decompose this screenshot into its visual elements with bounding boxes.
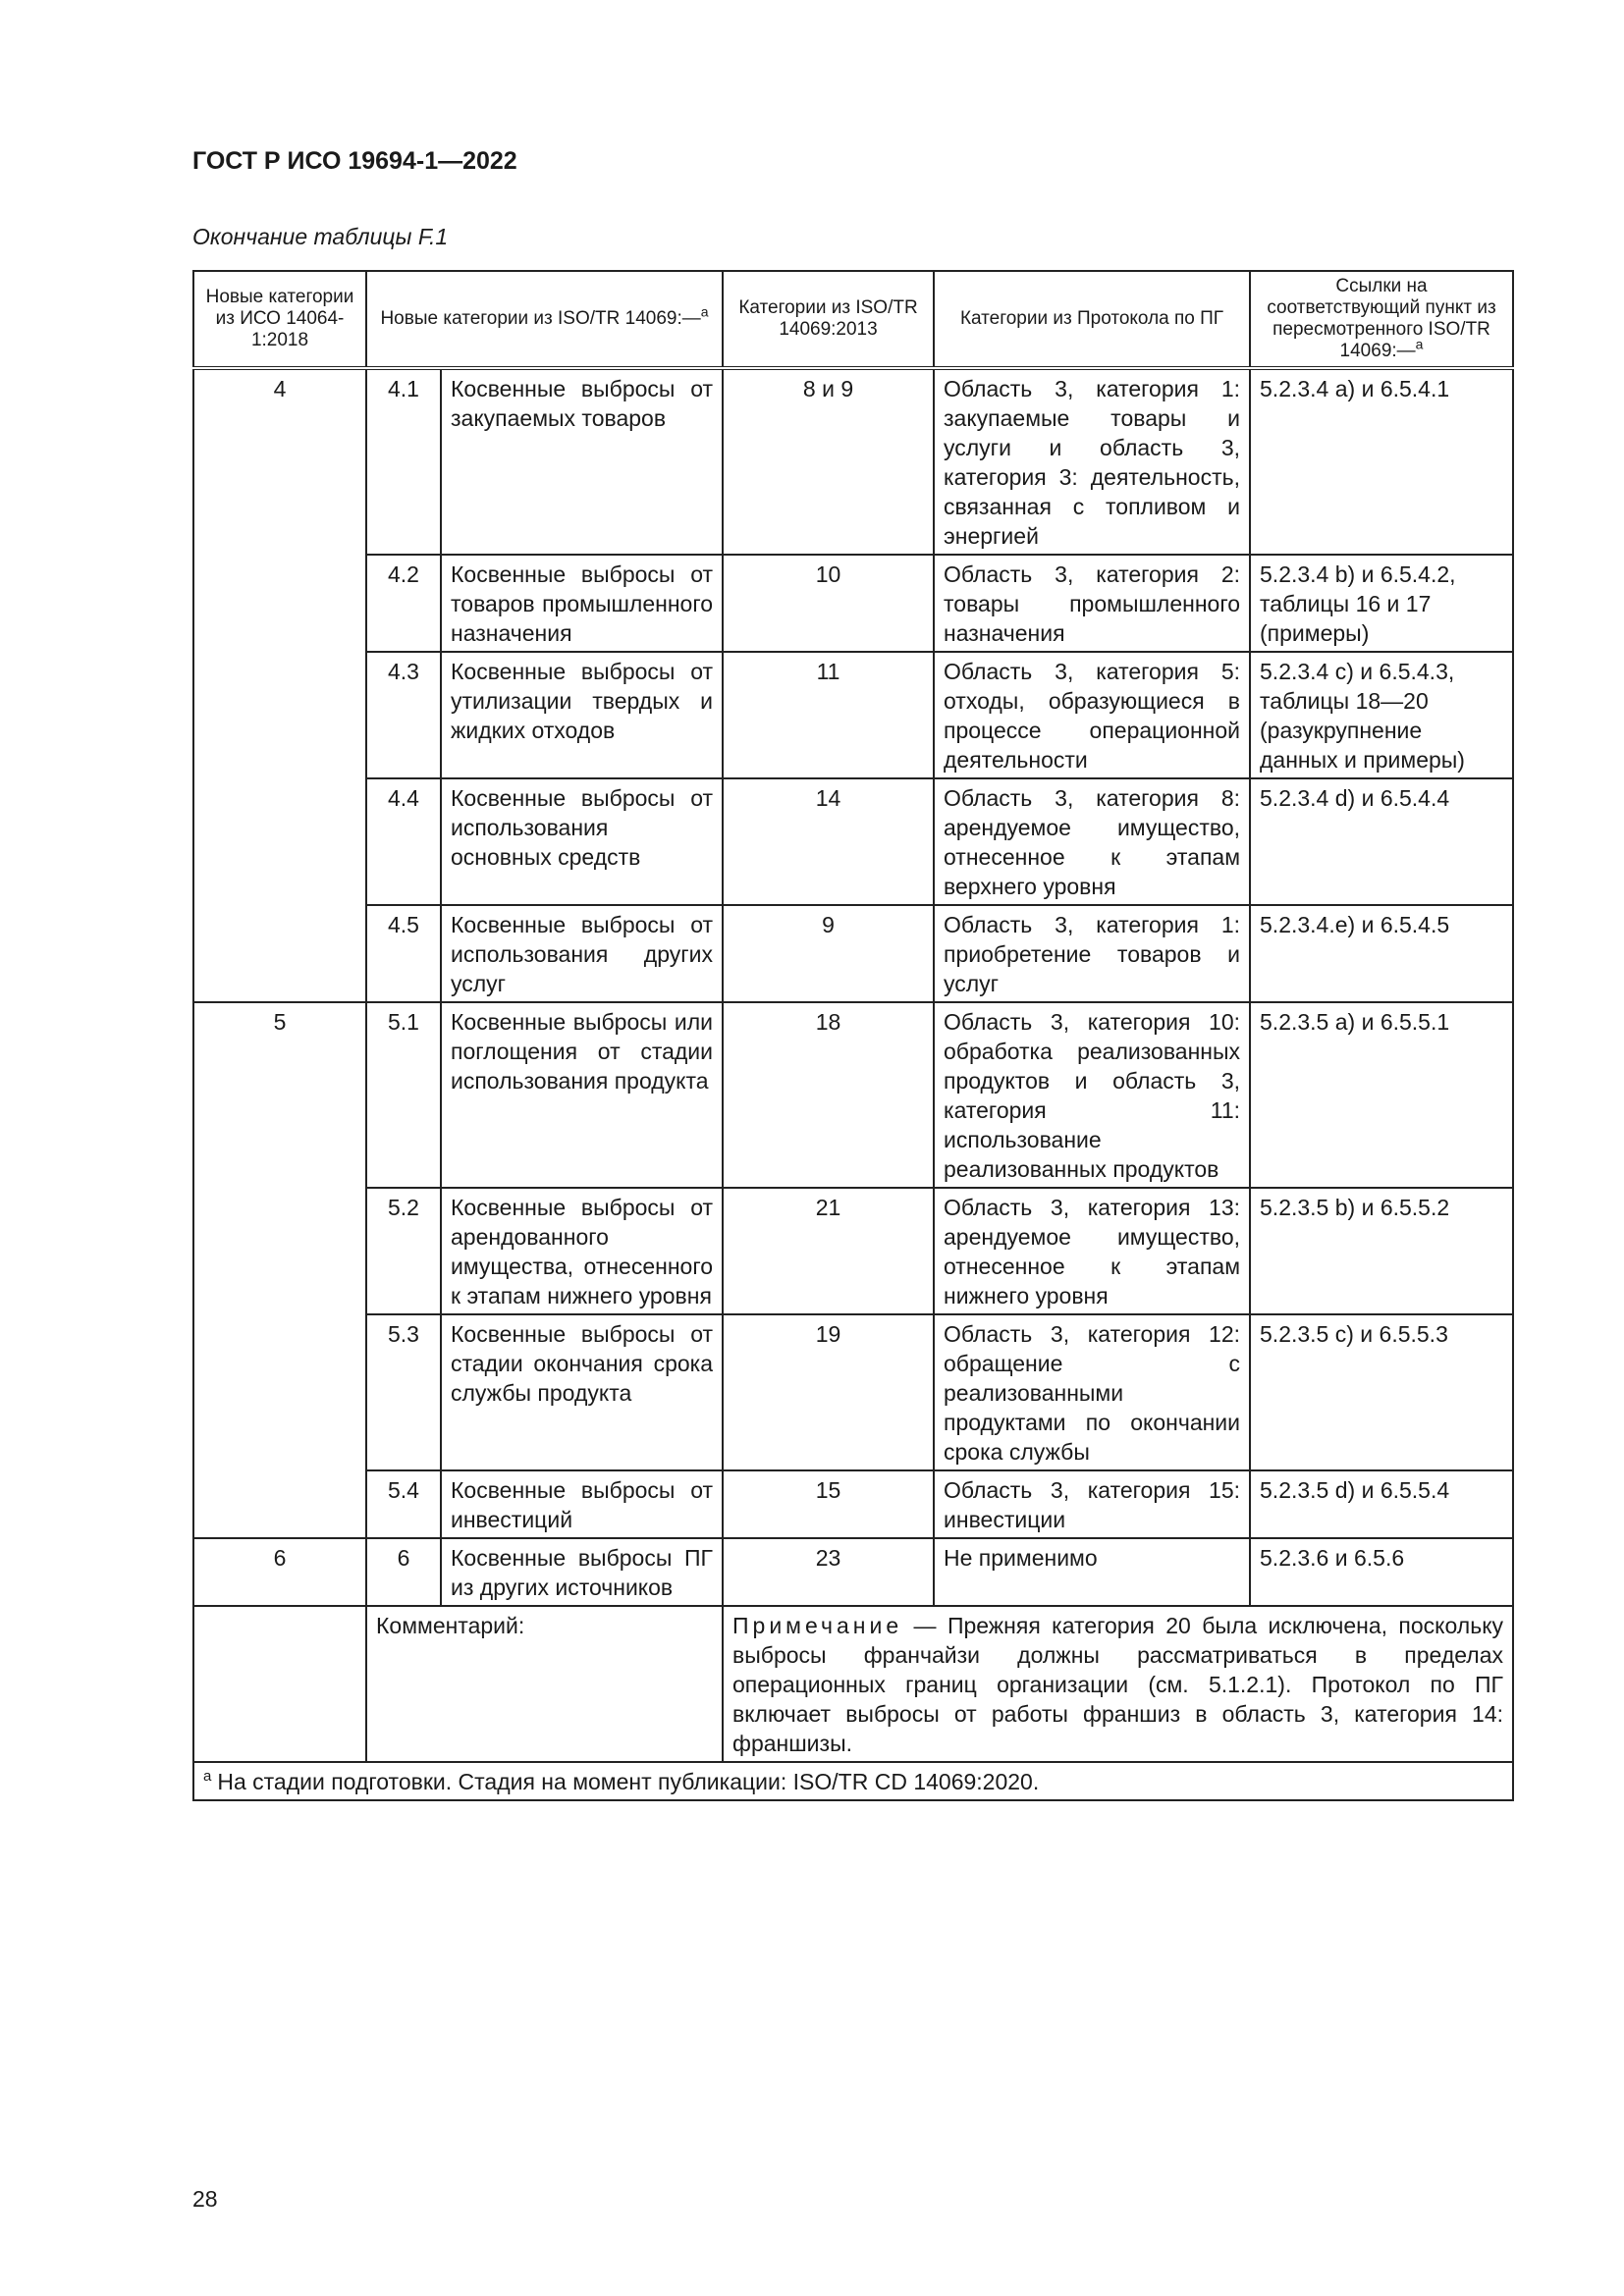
protocol-cell: Область 3, категория 1: приобретение товаров и услуг [934,905,1250,1002]
reference-cell: 5.2.3.4 c) и 6.5.4.3, таблицы 18—20 (разукрупнение данных и примеры) [1250,652,1513,778]
table-row [193,1470,1513,1538]
table-row [193,1188,1513,1314]
protocol-cell: Область 3, категория 13: арендуемое имущество, отнесенное к этапам нижнего уровня [934,1188,1250,1314]
code-cell: 4.3 [366,652,441,778]
empty-cell [193,1606,366,1762]
group-cell: 6 [193,1538,366,1606]
table-row [193,778,1513,905]
reference-cell: 5.2.3.4 b) и 6.5.4.2, таблицы 16 и 17 (примеры) [1250,555,1513,652]
page-number: 28 [192,2186,218,2212]
categories-table [192,270,1514,1801]
comment-row [193,1606,1513,1762]
table-row [193,368,1513,555]
note-text: — Прежняя категория 20 была исключена, поскольку выбросы франчайзи должны рассматриваться в пределах операционных границ организации (см. 5.1.2.1). Протокол по ПГ включает выбросы от работы франшиз в область 3, категория 14: франшизы. [732,1613,1504,1756]
code-cell: 5.3 [366,1314,441,1470]
name-cell: Косвенные выбросы от товаров промышленного назначения [441,555,723,652]
code-cell: 4.1 [366,368,441,555]
code-cell: 5.2 [366,1188,441,1314]
iso2013-cell: 10 [723,555,934,652]
code-cell: 5.4 [366,1470,441,1538]
code-cell: 4.2 [366,555,441,652]
name-cell: Косвенные выбросы от инвестиций [441,1470,723,1538]
reference-cell: 5.2.3.5 d) и 6.5.5.4 [1250,1470,1513,1538]
reference-cell: 5.2.3.5 b) и 6.5.5.2 [1250,1188,1513,1314]
name-cell: Косвенные выбросы от стадии окончания срока службы продукта [441,1314,723,1470]
protocol-cell: Область 3, категория 2: товары промышленного назначения [934,555,1250,652]
iso2013-cell: 9 [723,905,934,1002]
group-cell: 4 [193,368,366,1002]
code-cell: 4.4 [366,778,441,905]
name-cell: Косвенные выбросы от арендованного имущества, отнесенного к этапам нижнего уровня [441,1188,723,1314]
comment-label: Комментарий: [366,1606,723,1762]
iso2013-cell: 15 [723,1470,934,1538]
name-cell: Косвенные выбросы от использования основных средств [441,778,723,905]
table-row [193,652,1513,778]
iso2013-cell: 19 [723,1314,934,1470]
code-cell: 5.1 [366,1002,441,1188]
table-header-row [193,271,1513,368]
column-header: Ссылки на соответствующий пункт из пересмотренного ISO/TR 14069:—$^a$ [1250,271,1513,368]
iso2013-cell: 23 [723,1538,934,1606]
reference-cell: 5.2.3.4.e) и 6.5.4.5 [1250,905,1513,1002]
table-row [193,1314,1513,1470]
reference-cell: 5.2.3.6 и 6.5.6 [1250,1538,1513,1606]
iso2013-cell: 21 [723,1188,934,1314]
column-header: Новые категории из ИСО 14064-1:2018 [193,271,366,368]
table-caption: Окончание таблицы F.1 [192,224,449,249]
protocol-cell: Область 3, категория 10: обработка реализованных продуктов и область 3, категория 11: использование реализованных продуктов [934,1002,1250,1188]
footnote-mark: a [203,1768,212,1786]
footnote-cell [193,1762,1513,1800]
name-cell: Косвенные выбросы от утилизации твердых и жидких отходов [441,652,723,778]
name-cell: Косвенные выбросы или поглощения от стадии использования продукта [441,1002,723,1188]
note-cell [723,1606,1513,1762]
column-header: Категории из Протокола по ПГ [934,271,1250,368]
name-cell: Косвенные выбросы от использования других услуг [441,905,723,1002]
protocol-cell: Область 3, категория 15: инвестиции [934,1470,1250,1538]
document-code: ГОСТ Р ИСО 19694-1—2022 [192,147,517,175]
group-cell: 5 [193,1002,366,1538]
note-label: Примечание [732,1613,903,1638]
protocol-cell: Область 3, категория 8: арендуемое имущество, отнесенное к этапам верхнего уровня [934,778,1250,905]
table-row [193,1538,1513,1606]
name-cell: Косвенные выбросы от закупаемых товаров [441,368,723,555]
iso2013-cell: 18 [723,1002,934,1188]
column-header: Новые категории из ISO/TR 14069:—$^a$ [366,271,723,368]
code-cell: 6 [366,1538,441,1606]
reference-cell: 5.2.3.4 a) и 6.5.4.1 [1250,368,1513,555]
protocol-cell: Область 3, категория 5: отходы, образующиеся в процессе операционной деятельности [934,652,1250,778]
protocol-cell: Область 3, категория 1: закупаемые товары и услуги и область 3, категория 3: деятельность, связанная с топливом и энергией [934,368,1250,555]
annotation-mark: a [700,303,709,320]
reference-cell: 5.2.3.5 a) и 6.5.5.1 [1250,1002,1513,1188]
iso2013-cell: 8 и 9 [723,368,934,555]
reference-cell: 5.2.3.5 c) и 6.5.5.3 [1250,1314,1513,1470]
iso2013-cell: 14 [723,778,934,905]
footnote-text: На стадии подготовки. Стадия на момент публикации: ISO/TR CD 14069:2020. [217,1769,1040,1794]
name-cell: Косвенные выбросы ПГ из других источников [441,1538,723,1606]
column-header: Категории из ISO/TR 14069:2013 [723,271,934,368]
iso2013-cell: 11 [723,652,934,778]
annotation-mark: a [1415,336,1424,352]
protocol-cell: Область 3, категория 12: обращение с реализованными продуктами по окончании срока службы [934,1314,1250,1470]
footnote-row [193,1762,1513,1800]
table-row [193,1002,1513,1188]
protocol-cell: Не применимо [934,1538,1250,1606]
table-row [193,555,1513,652]
table-row [193,905,1513,1002]
reference-cell: 5.2.3.4 d) и 6.5.4.4 [1250,778,1513,905]
code-cell: 4.5 [366,905,441,1002]
